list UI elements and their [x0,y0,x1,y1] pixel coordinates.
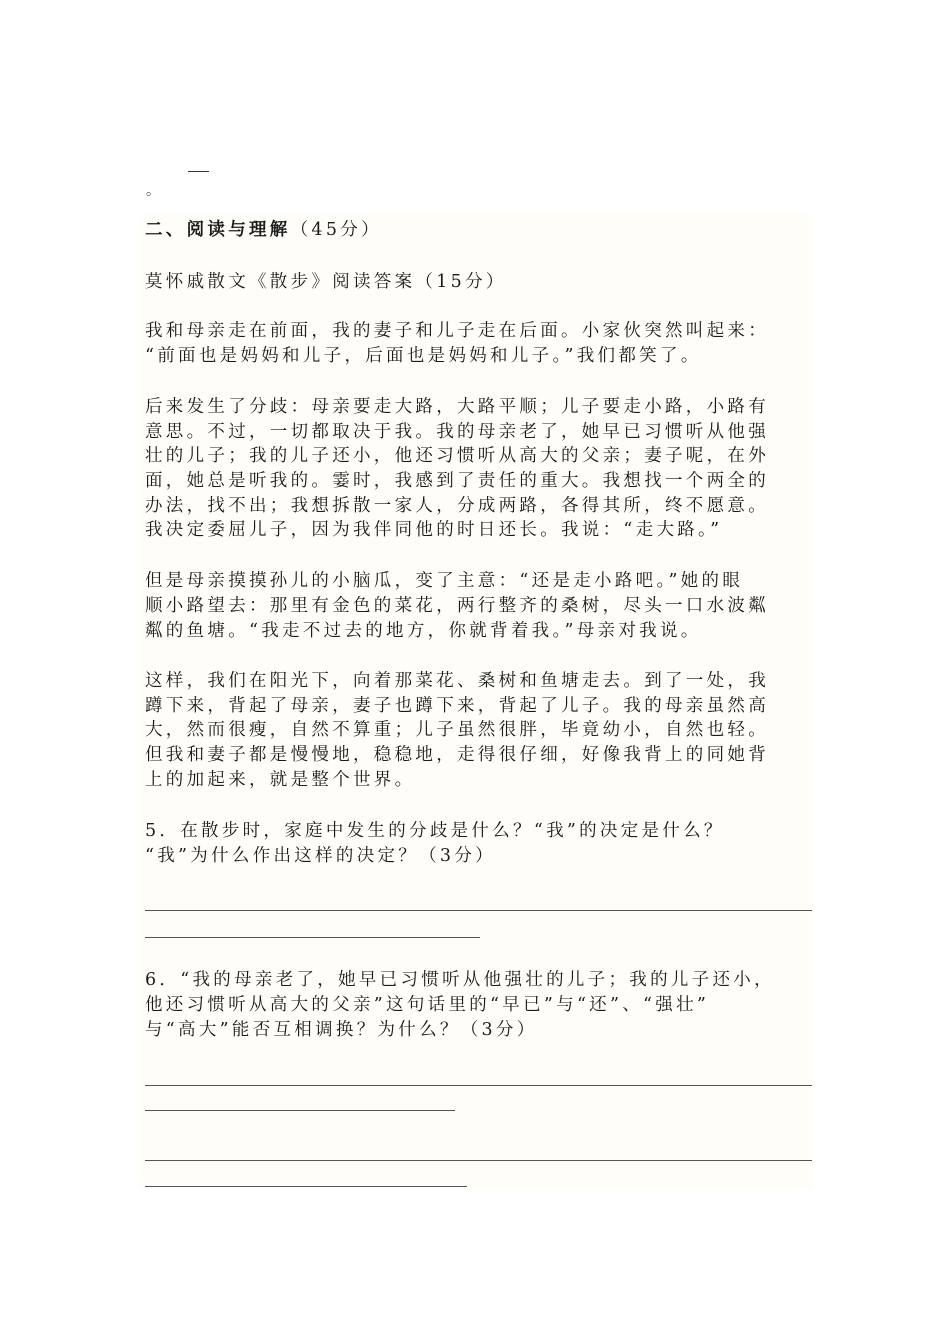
answer-blank-q6[interactable] [145,1160,812,1161]
article-title: 莫怀戚散文《散步》阅读答案（15分） [145,272,507,292]
paragraph-line: 大，然而很瘦，自然不算重；儿子虽然很胖，毕竟幼小，自然也轻。 [145,720,769,740]
question-6-line: 与“高大”能否互相调换？为什么？（3分） [145,1020,538,1040]
paragraph-line: 但我和妻子都是慢慢地，稳稳地，走得很仔细，好像我背上的同她背 [145,745,769,765]
paragraph-line: 办法，找不出；我想拆散一家人，分成两路，各得其所，终不愿意。 [145,496,769,516]
section-title: 二、阅读与理解 [145,220,291,240]
answer-blank-q5[interactable] [145,910,812,911]
paragraph-line: 蹲下来，背起了母亲，妻子也蹲下来，背起了儿子。我的母亲虽然高 [145,696,769,716]
top-dash [188,171,209,172]
answer-blank-q6[interactable] [145,1110,455,1111]
top-period: 。 [146,183,160,199]
paragraph-line: 我和母亲走在前面，我的妻子和儿子走在后面。小家伙突然叫起来： [145,321,769,341]
paragraph-line: 我决定委屈儿子，因为我伴同他的时日还长。我说：“走大路。” [145,520,723,540]
paragraph-line: 上的加起来，就是整个世界。 [145,770,416,790]
paragraph-line: 面，她总是听我的。霎时，我感到了责任的重大。我想找一个两全的 [145,471,769,491]
paragraph-line: “前面也是妈妈和儿子，后面也是妈妈和儿子。”我们都笑了。 [145,346,702,366]
answer-blank-q6[interactable] [145,1186,467,1187]
paragraph-line: 意思。不过，一切都取决于我。我的母亲老了，她早已习惯听从他强 [145,422,769,442]
question-6-line: 他还习惯听从高大的父亲”这句话里的“早已”与“还”、“强壮” [145,995,710,1015]
paragraph-line: 壮的儿子；我的儿子还小，他还习惯听从高大的父亲；妻子呢，在外 [145,446,769,466]
section-score: （45分） [290,220,382,240]
answer-blank-q5[interactable] [145,937,480,938]
paragraph-line: 后来发生了分歧：母亲要走大路，大路平顺；儿子要走小路，小路有 [145,397,769,417]
section-heading [145,218,382,242]
paragraph-line: 顺小路望去：那里有金色的菜花，两行整齐的桑树，尽头一口水波粼 [145,596,769,616]
question-5-line: “我”为什么作出这样的决定？（3分） [145,846,496,866]
paragraph-line: 但是母亲摸摸孙儿的小脑瓜，变了主意：“还是走小路吧。”她的眼 [145,571,744,591]
question-6-line: 6．“我的母亲老了，她早已习惯听从他强壮的儿子；我的儿子还小， [145,970,775,990]
paragraph-line: 这样，我们在阳光下，向着那菜花、桑树和鱼塘走去。到了一处，我 [145,671,769,691]
answer-blank-q6[interactable] [145,1085,812,1086]
question-5-line: 5．在散步时，家庭中发生的分歧是什么？“我”的决定是什么？ [145,821,725,841]
paragraph-line: 粼的鱼塘。“我走不过去的地方，你就背着我。”母亲对我说。 [145,621,702,641]
